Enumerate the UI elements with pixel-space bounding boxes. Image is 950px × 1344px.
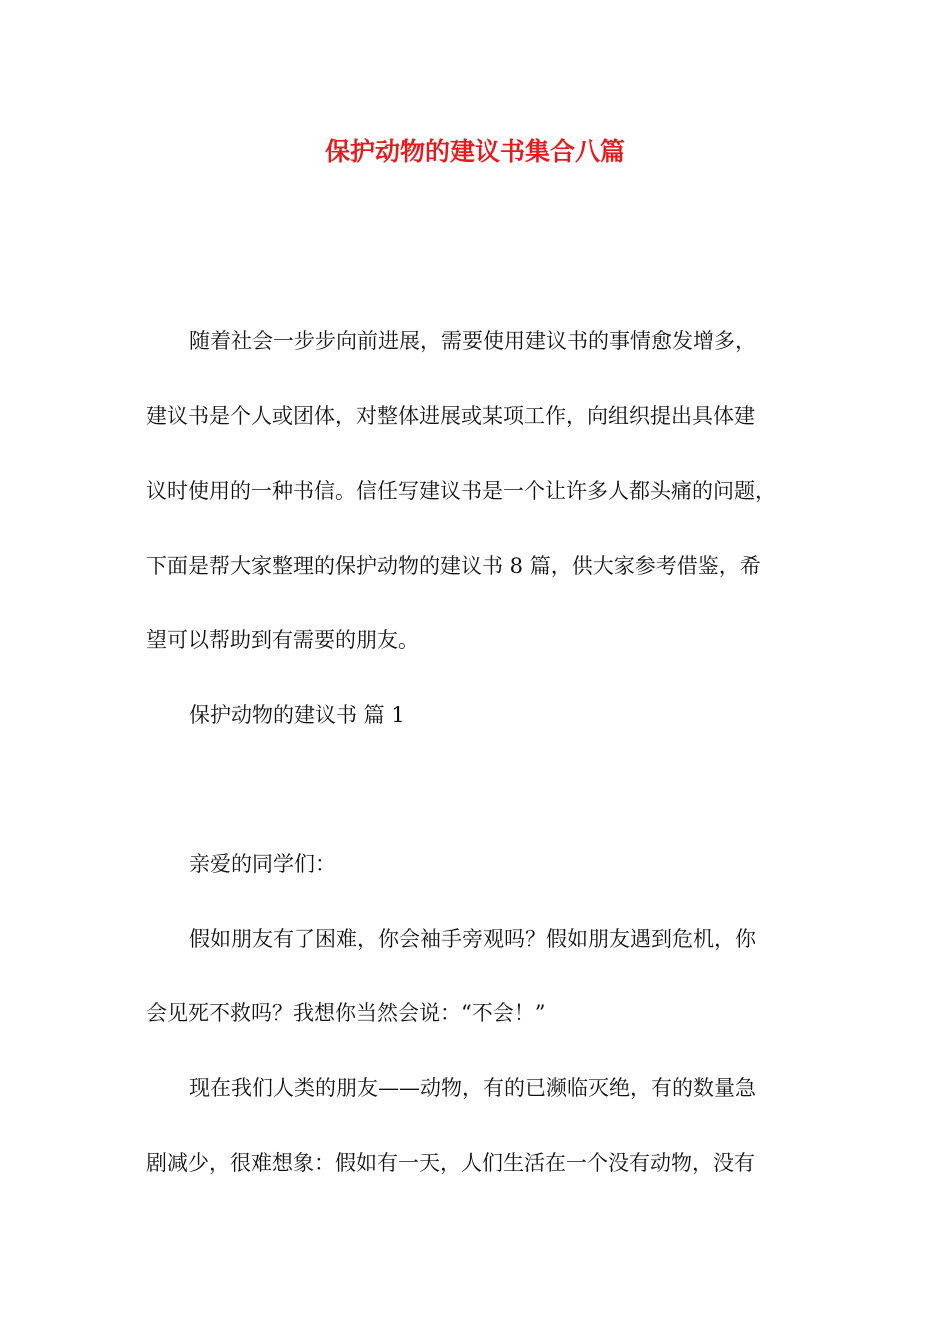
intro-line-1: 随着社会一步步向前进展，需要使用建议书的事情愈发增多， (189, 329, 756, 353)
intro-line-5: 望可以帮助到有需要的朋友。 (146, 628, 419, 652)
document-title: 保护动物的建议书集合八篇 (324, 137, 625, 166)
body-line-3: 现在我们人类的朋友——动物，有的已濒临灭绝，有的数量急 (189, 1076, 756, 1100)
body-line-4: 剧减少，很难想象：假如有一天，人们生活在一个没有动物，没有 (146, 1151, 755, 1175)
body-line-2: 会见死不救吗？我想你当然会说：“不会！” (146, 1001, 546, 1025)
intro-line-3: 议时使用的一种书信。信任写建议书是一个让许多人都头痛的问题， (146, 479, 776, 503)
body-line-1: 假如朋友有了困难，你会袖手旁观吗？假如朋友遇到危机，你 (189, 927, 756, 951)
intro-line-2: 建议书是个人或团体，对整体进展或某项工作，向组织提出具体建 (146, 404, 755, 428)
greeting: 亲爱的同学们： (189, 852, 336, 876)
section-heading: 保护动物的建议书 篇 1 (189, 703, 405, 727)
intro-line-4: 下面是帮大家整理的保护动物的建议书 8 篇，供大家参考借鉴，希 (146, 554, 761, 578)
